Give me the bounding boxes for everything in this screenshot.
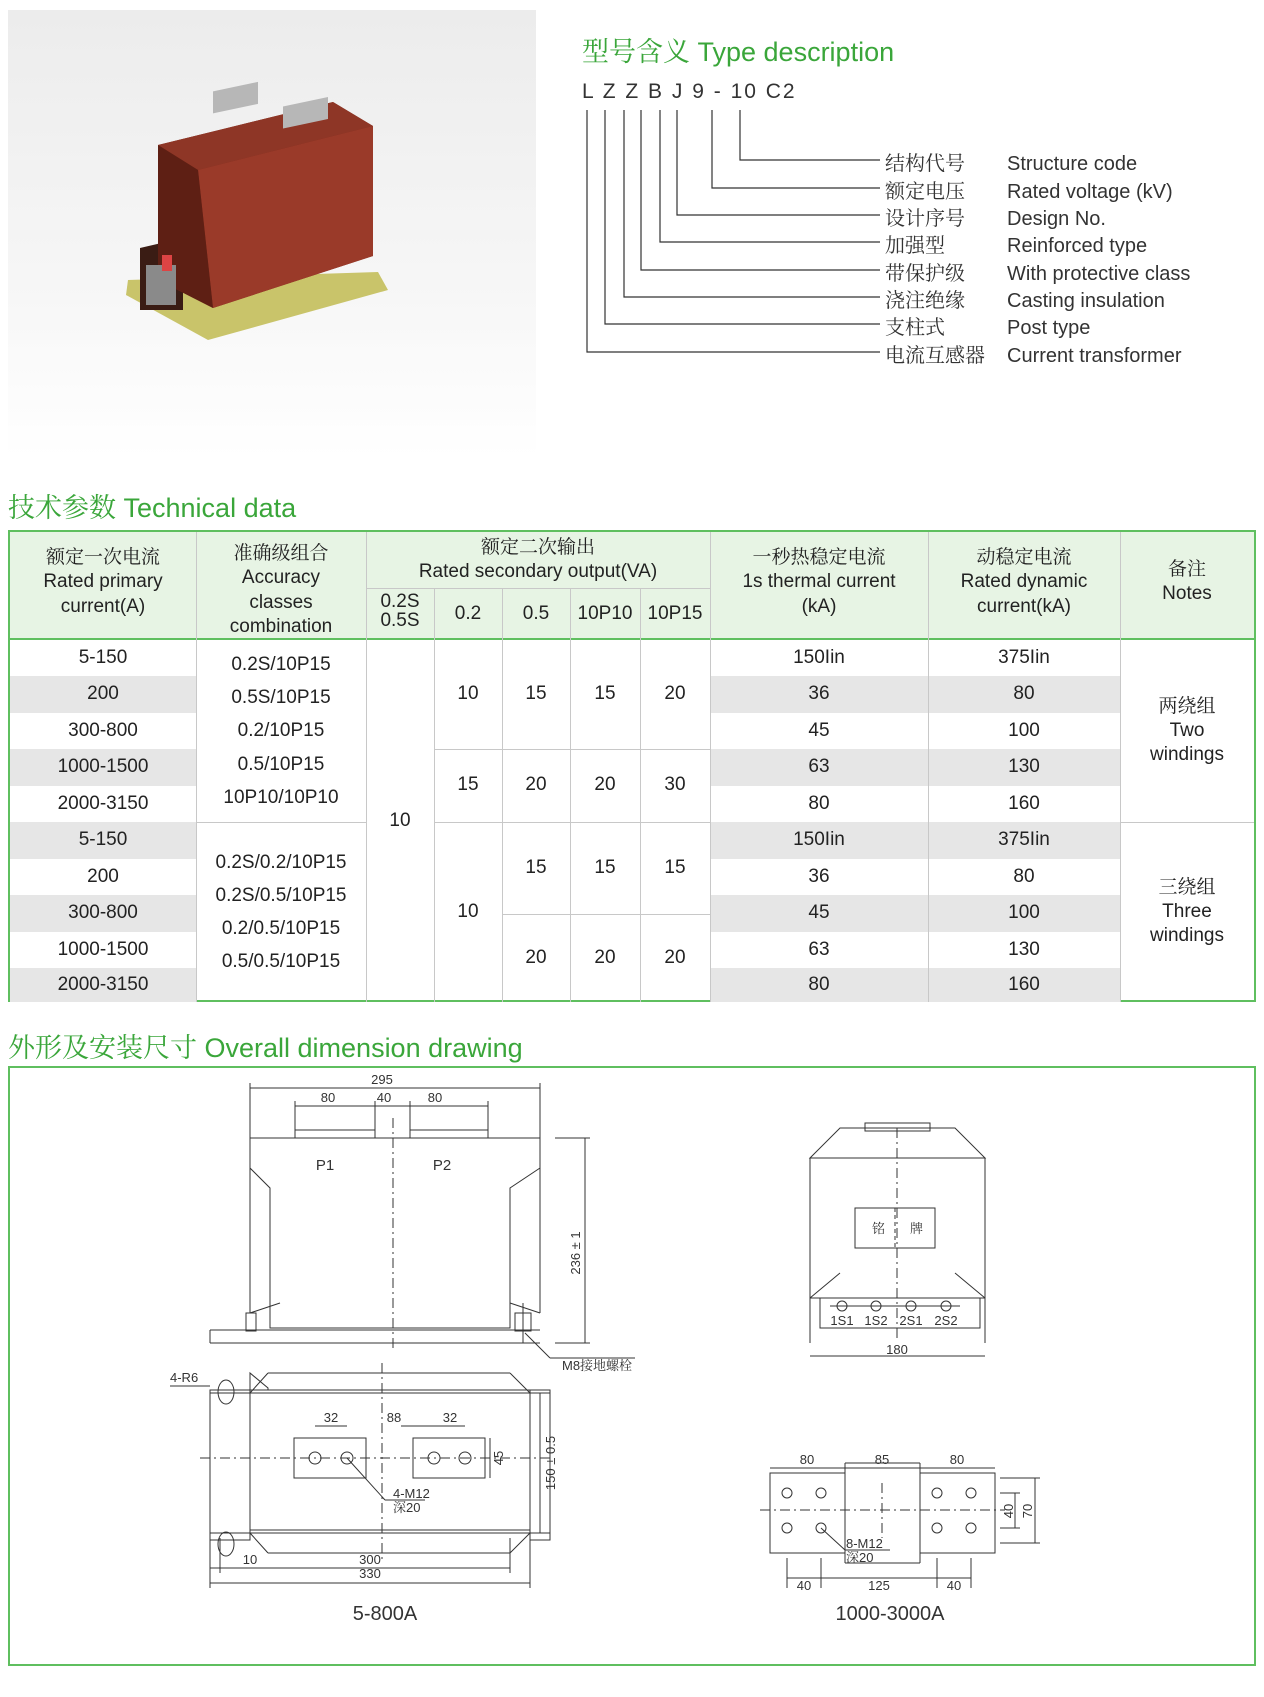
- primary-current-cell: 5-150: [78, 829, 128, 851]
- terminal-1s2: 1S2: [864, 1313, 888, 1328]
- output-02-g2: 10: [457, 900, 479, 922]
- leader-post-type: [605, 110, 880, 324]
- primary-current-cell: 5-150: [78, 646, 128, 668]
- thermal-cell: 150Iin: [793, 646, 845, 668]
- dim-r85: 85: [874, 1452, 890, 1467]
- legend-casting-insulation: 浇注绝缘 Casting insulation: [885, 290, 1165, 312]
- thermal-cell: 63: [808, 756, 830, 778]
- primary-current-cell: 1000-1500: [57, 938, 149, 960]
- dim-150: 150 ± 0.5: [543, 1435, 558, 1491]
- dim-r40v: 40: [1001, 1503, 1016, 1519]
- thermal-cell: 36: [808, 865, 830, 887]
- output-10p15-g2b: 20: [664, 946, 686, 968]
- terminal-view: [760, 1463, 1040, 1588]
- header-out-02: 0.2: [454, 603, 482, 624]
- legend-current-transformer: 电流互感器 Current transformer: [885, 345, 1182, 367]
- legend-reinforced-type: 加强型 Reinforced type: [885, 235, 1148, 257]
- header-out-10p10: 10P10: [577, 603, 633, 624]
- dynamic-cell: 80: [1013, 865, 1035, 887]
- dim-88: 88: [386, 1410, 402, 1425]
- primary-current-cell: 200: [87, 865, 119, 887]
- output-02-g1a: 10: [457, 683, 479, 705]
- legend-structure-code: 结构代号 Structure code: [885, 153, 1138, 175]
- leader-casting: [624, 110, 880, 297]
- output-05-g2b: 20: [525, 946, 547, 968]
- output-10p10-g1b: 20: [594, 774, 616, 796]
- dynamic-cell: 80: [1013, 683, 1035, 705]
- accuracy-group-two-windings: 0.2S/10P15 0.5S/10P15 0.2/10P15 0.5/10P15 10P10/10P10: [223, 653, 339, 808]
- thermal-cell: 45: [808, 902, 830, 924]
- terminal-1s1: 1S1: [830, 1313, 854, 1328]
- dim-32a: 32: [323, 1410, 339, 1425]
- terminal-2s2: 2S2: [934, 1313, 958, 1328]
- output-10p10-g2b: 20: [594, 946, 616, 968]
- primary-current-cell: 200: [87, 683, 119, 705]
- header-thermal-current: 一秒热稳定电流 1s thermal current (kA): [742, 547, 896, 617]
- dynamic-cell: 160: [1008, 973, 1040, 995]
- dynamic-cell: 100: [1008, 902, 1040, 924]
- dynamic-cell: 375Iin: [998, 646, 1050, 668]
- accuracy-group-three-windings: 0.2S/0.2/10P15 0.2S/0.5/10P15 0.2/0.5/10P15 0.5/0.5/10P15: [215, 851, 347, 973]
- header-out-10p15: 10P15: [647, 603, 703, 624]
- caption-1000-3000a: 1000-3000A: [835, 1603, 945, 1625]
- leader-rated-voltage: [712, 110, 880, 188]
- label-deep20: 深20: [393, 1500, 421, 1515]
- technical-data-title: 技术参数 Technical data: [8, 493, 297, 523]
- thermal-cell: 36: [808, 683, 830, 705]
- dim-10: 10: [242, 1552, 258, 1567]
- dimension-title: 外形及安装尺寸 Overall dimension drawing: [8, 1033, 523, 1063]
- header-notes: 备注 Notes: [1162, 559, 1212, 605]
- nameplate-char-1: 铭: [872, 1221, 886, 1236]
- output-10p10-g2a: 15: [594, 856, 616, 878]
- output-10p15-g1a: 20: [664, 683, 686, 705]
- thermal-cell: 45: [808, 719, 830, 741]
- technical-data-table: [8, 530, 1256, 1002]
- notes-three-windings: 三绕组 Three windings: [1150, 876, 1224, 947]
- dim-45: 45: [491, 1450, 506, 1466]
- label-p2: P2: [432, 1157, 452, 1174]
- terminal-2s1: 2S1: [899, 1313, 923, 1328]
- dim-r40a: 40: [796, 1578, 812, 1593]
- output-05-g2a: 15: [525, 856, 547, 878]
- dynamic-cell: 100: [1008, 719, 1040, 741]
- leader-design-no: [677, 110, 880, 215]
- dim-r125: 125: [868, 1578, 890, 1593]
- label-m8-ground-bolt: M8接地螺栓: [562, 1358, 633, 1373]
- thermal-cell: 63: [808, 938, 830, 960]
- leader-reinforced: [660, 110, 880, 242]
- output-02-g1b: 15: [457, 774, 479, 796]
- dim-r40b: 40: [946, 1578, 962, 1593]
- model-code: L Z Z B J 9 - 10 C2: [582, 80, 797, 103]
- output-05-g1a: 15: [525, 683, 547, 705]
- type-description-title: 型号含义 Type description: [582, 37, 895, 67]
- front-view: [210, 1083, 635, 1358]
- legend-protective-class: 带保护级 With protective class: [885, 263, 1191, 285]
- caption-5-800a: 5-800A: [352, 1603, 418, 1625]
- legend-rated-voltage: 额定电压 Rated voltage (kV): [885, 181, 1173, 203]
- header-out-02s-05s: 0.2S 0.5S: [380, 591, 420, 631]
- nameplate-char-2: 牌: [910, 1221, 924, 1236]
- dynamic-cell: 130: [1008, 938, 1040, 960]
- label-8-m12: 8-M12: [846, 1536, 883, 1551]
- header-dynamic-current: 动稳定电流 Rated dynamic current(kA): [960, 547, 1088, 617]
- legend-post-type: 支柱式 Post type: [885, 317, 1091, 339]
- dim-32b: 32: [442, 1410, 458, 1425]
- label-4-m12: 4-M12: [393, 1486, 430, 1501]
- legend-design-no: 设计序号 Design No.: [885, 208, 1106, 230]
- header-accuracy-classes: 准确级组合 Accuracy classes combination: [229, 543, 333, 637]
- output-05-g1b: 20: [525, 774, 547, 796]
- label-rdeep20: 深20: [846, 1550, 874, 1565]
- label-4-r6: 4-R6: [170, 1370, 199, 1385]
- dynamic-cell: 160: [1008, 792, 1040, 814]
- notes-two-windings: 两绕组 Two windings: [1150, 695, 1224, 766]
- dim-236: 236 ± 1: [568, 1231, 583, 1275]
- output-02s-05s-merged: 10: [389, 809, 411, 831]
- thermal-cell: 150Iin: [793, 829, 845, 851]
- dim-300: 300: [359, 1552, 381, 1567]
- dim-r80a: 80: [799, 1452, 815, 1467]
- primary-current-cell: 300-800: [68, 902, 138, 924]
- dim-r80b: 80: [949, 1452, 965, 1467]
- output-10p15-g1b: 30: [664, 774, 686, 796]
- label-p1: P1: [315, 1157, 335, 1174]
- header-secondary-output: 额定二次输出 Rated secondary output(VA): [418, 537, 658, 583]
- dim-80a: 80: [320, 1090, 336, 1105]
- dynamic-cell: 375Iin: [998, 829, 1050, 851]
- dim-330: 330: [359, 1566, 381, 1581]
- primary-current-cell: 2000-3150: [57, 973, 149, 995]
- primary-current-cell: 300-800: [68, 719, 138, 741]
- dimension-drawing-box: [8, 1066, 1256, 1666]
- dynamic-cell: 130: [1008, 756, 1040, 778]
- header-primary-current: 额定一次电流 Rated primary current(A): [43, 547, 163, 617]
- dimension-drawing: [10, 1068, 1254, 1664]
- dim-80b: 80: [427, 1090, 443, 1105]
- leader-structure-code: [740, 110, 880, 160]
- leader-current-transformer: [587, 110, 880, 352]
- dim-180: 180: [886, 1342, 908, 1357]
- thermal-cell: 80: [808, 792, 830, 814]
- output-10p10-g1a: 15: [594, 683, 616, 705]
- output-10p15-g2a: 15: [664, 856, 686, 878]
- dim-r70: 70: [1020, 1503, 1035, 1519]
- primary-current-cell: 1000-1500: [57, 756, 149, 778]
- dim-40: 40: [376, 1090, 392, 1105]
- header-out-05: 0.5: [522, 603, 550, 624]
- primary-current-cell: 2000-3150: [57, 792, 149, 814]
- dim-295: 295: [371, 1072, 393, 1087]
- thermal-cell: 80: [808, 973, 830, 995]
